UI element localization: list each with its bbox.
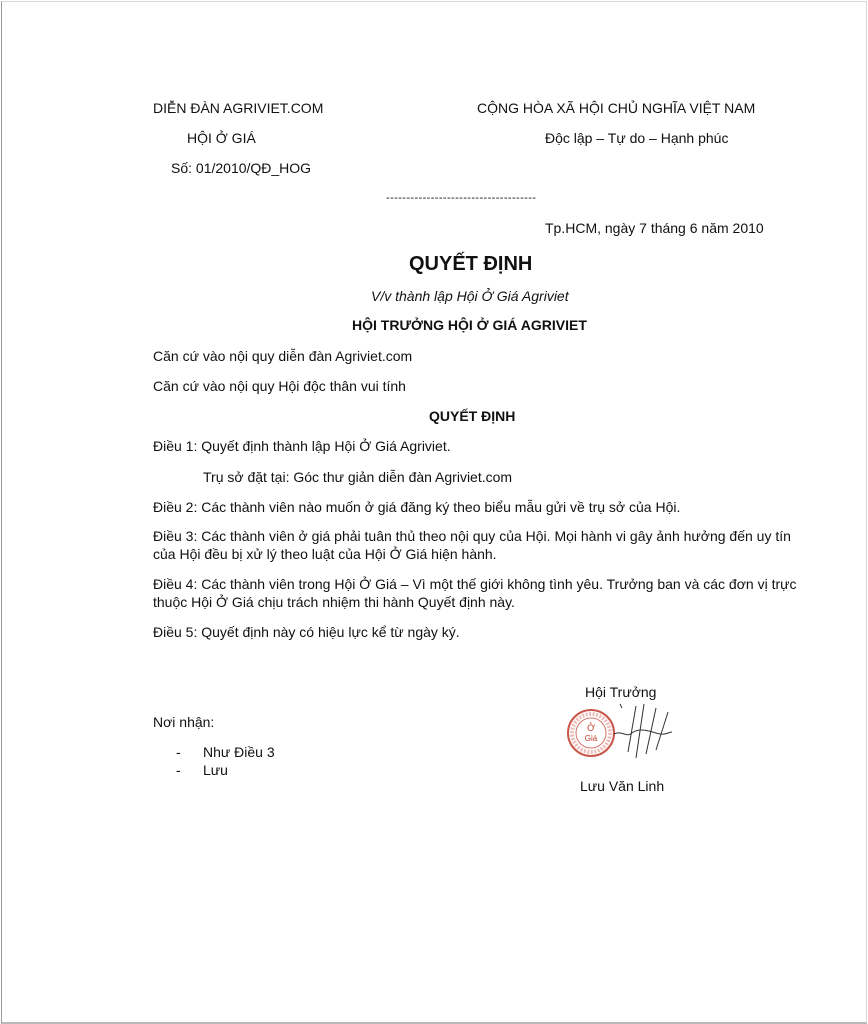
document-title: QUYẾT ĐỊNH [409,253,533,275]
basis-2: Căn cứ vào nội quy Hội độc thân vui tính [153,378,406,394]
article-5: Điều 5: Quyết định này có hiệu lực kể từ ngày ký. [153,624,460,640]
recipient-bullet: - [176,744,181,760]
handwritten-signature-icon [612,700,674,762]
national-motto: Độc lập – Tự do – Hạnh phúc [545,130,729,146]
document-number: Số: 01/2010/QĐ_HOG [171,160,312,176]
official-seal-icon [566,708,616,758]
basis-1: Căn cứ vào nội quy diễn đàn Agriviet.com [153,348,413,364]
article-3: Điều 3: Các thành viên ở giá phải tuân thủ theo nội quy của Hội. Mọi hành vi gây ảnh hưởng đến uy tín của Hội đều bị xử lý theo luật của Hội Ở Giá hiện hành. [153,528,791,562]
article-4: Điều 4: Các thành viên trong Hội Ở Giá – Vì một thế giới không tình yêu. Trưởng ban và các đơn vị trực thuộc Hội Ở Giá chịu trách nhiệm thi hành Quyết định này. [153,576,797,610]
recipient-bullet: - [176,762,181,778]
svg-text:Giá: Giá [584,734,598,743]
article-1-address: Trụ sở đặt tại: Góc thư giản diễn đàn Agriviet.com [203,469,513,485]
recipient-item: Lưu [203,762,228,778]
country-name: CỘNG HÒA XÃ HỘI CHỦ NGHĨA VIỆT NAM [477,100,756,116]
svg-text:Ở: Ở [587,723,595,733]
place-date: Tp.HCM, ngày 7 tháng 6 năm 2010 [545,220,764,236]
signer-name: Lưu Văn Linh [580,778,665,794]
header-separator: ------------------------------------- [386,192,537,204]
org-name: DIỄN ĐÀN AGRIVIET.COM [153,100,324,116]
document-subject: V/v thành lập Hội Ở Giá Agriviet [371,288,569,304]
recipient-item: Như Điều 3 [203,744,275,760]
article-2: Điều 2: Các thành viên nào muốn ở giá đăng ký theo biểu mẫu gửi về trụ sở của Hội. [153,499,681,515]
decision-heading: QUYẾT ĐỊNH [429,408,516,424]
article-1: Điều 1: Quyết định thành lập Hội Ở Giá Agriviet. [153,438,451,454]
sub-org-name: HỘI Ở GIÁ [187,130,256,146]
issuing-authority: HỘI TRƯỞNG HỘI Ở GIÁ AGRIVIET [352,317,587,333]
recipients-label: Nơi nhận: [153,714,215,730]
signer-title: Hội Trưởng [585,684,657,700]
